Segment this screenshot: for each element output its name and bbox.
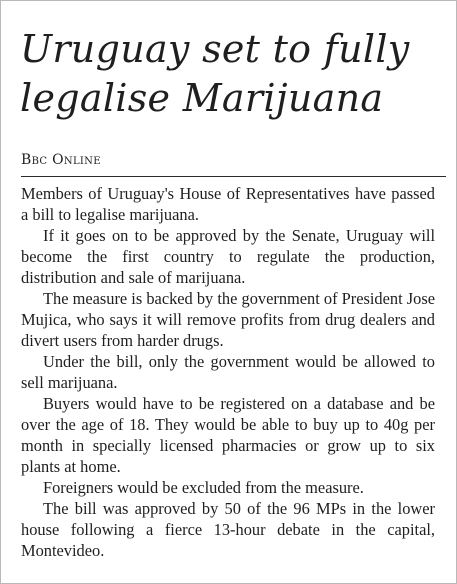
article-paragraph: If it goes on to be approved by the Senate, Uruguay will become the first country to regulate the production, distribution and sale of marijuana. — [21, 226, 435, 287]
article-body — [21, 183, 435, 561]
article-headline: Uruguay set to fully legalise Marijuana — [20, 27, 410, 120]
article-paragraph: The bill was approved by 50 of the 96 MPs in the lower house following a fierce 13-hour debate in the capital, Montevideo. — [21, 499, 435, 560]
article-paragraph: Members of Uruguay's House of Representatives have passed a bill to legalise marijuana. — [21, 184, 435, 224]
article-paragraph: Under the bill, only the government would be allowed to sell marijuana. — [21, 352, 435, 392]
article-paragraph: Foreigners would be excluded from the measure. — [43, 478, 364, 497]
byline-divider — [21, 176, 446, 177]
article-paragraph: Buyers would have to be registered on a database and be over the age of 18. They would be able to buy up to 40g per month in specially licensed pharmacies or grow up to six plants at home. — [21, 394, 435, 476]
article-byline: Bbc Online — [21, 152, 101, 168]
article-paragraph: The measure is backed by the government of President Jose Mujica, who says it will remove profits from drug dealers and divert users from harder drugs. — [21, 289, 435, 350]
